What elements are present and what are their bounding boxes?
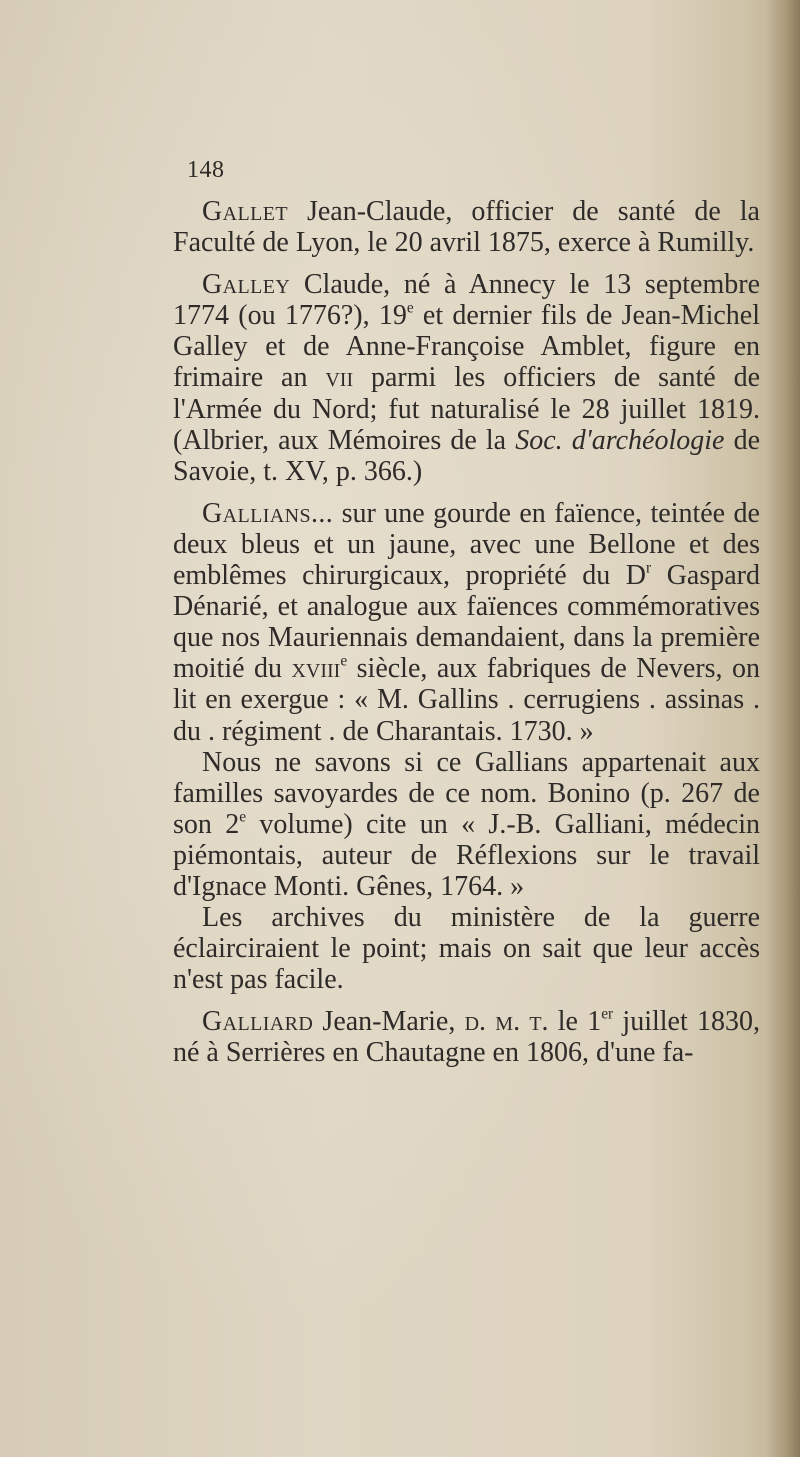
italic-title: Soc. d'archéologie [515,424,725,456]
entry-text: sur une gourde en faïence, teintée de deux bleus et un jaune, avec une Bellone et des emblêmes chirurgicaux, propriété du D [173,497,760,592]
entry-gallians [173,498,760,747]
entry-head: Galley [202,269,291,301]
entry-text: le 1 [548,1006,602,1038]
superscript: r [646,559,652,577]
entry-gallet [173,196,760,258]
entry-text: Claude, né à Annecy le 13 septembre 1774 (ou 1776?), 19 [173,269,760,332]
superscript: er [601,1005,614,1023]
entry-galley [173,269,760,487]
paragraph-gallians-3: Les archives du ministère de la guerre éclairciraient le point; mais on sait que leur accès n'est pas facile. [173,902,760,996]
superscript: e [340,652,348,670]
roman-numeral: xviii [291,653,341,685]
abbreviation: d. m. t. [464,1006,549,1038]
page-edge-shadow [766,0,800,1457]
entry-galliard [173,1006,760,1068]
superscript: e [406,299,414,317]
entry-text: Gaspard Dénarié, et analogue aux faïences commémoratives que nos Mauriennais demandaient, dans la première moitié du [173,560,760,685]
entry-text: juillet 1830, né à Serrières en Chautagne en 1806, d'une fa- [173,1006,760,1069]
entry-text: parmi les officiers de santé de l'Armée du Nord; fut naturalisé le 28 juillet 1819. (Albrier, aux Mémoires de la [173,362,760,456]
entry-head: Gallet [202,196,288,227]
superscript: e [239,808,247,826]
paragraph-gallians-2 [173,747,760,902]
entry-text: et dernier fils de Jean-Michel Galley et de Anne-Françoise Amblet, figure en frimaire an [173,300,760,394]
entry-head: Gallians... [202,497,334,529]
entry-text: Jean-Claude, officier de santé de la Faculté de Lyon, le 20 avril 1875, exerce à Rumilly. [173,196,760,259]
page-text [173,196,760,1069]
entry-text: de Savoie, t. XV, p. 366.) [173,424,760,487]
entry-text: siècle, aux fabriques de Nevers, on lit en exergue : « M. Gallins . cerrugiens . assinas . du . régiment . de Charantais. 1730. » [173,653,760,747]
entry-head: Galliard [202,1006,314,1038]
entry-text: Jean-Marie, [313,1006,465,1038]
roman-numeral: vii [325,362,354,394]
paragraph-text: volume) cite un « J.-B. Galliani, médecin piémontais, auteur de Réflexions sur le travail d'Ignace Monti. Gênes, 1764. » [173,808,761,902]
page-number: 148 [187,157,225,183]
paragraph-text: Nous ne savons si ce Gallians appartenait aux familles savoyardes de ce nom. Bonino (p. 267 de son 2 [173,746,760,840]
